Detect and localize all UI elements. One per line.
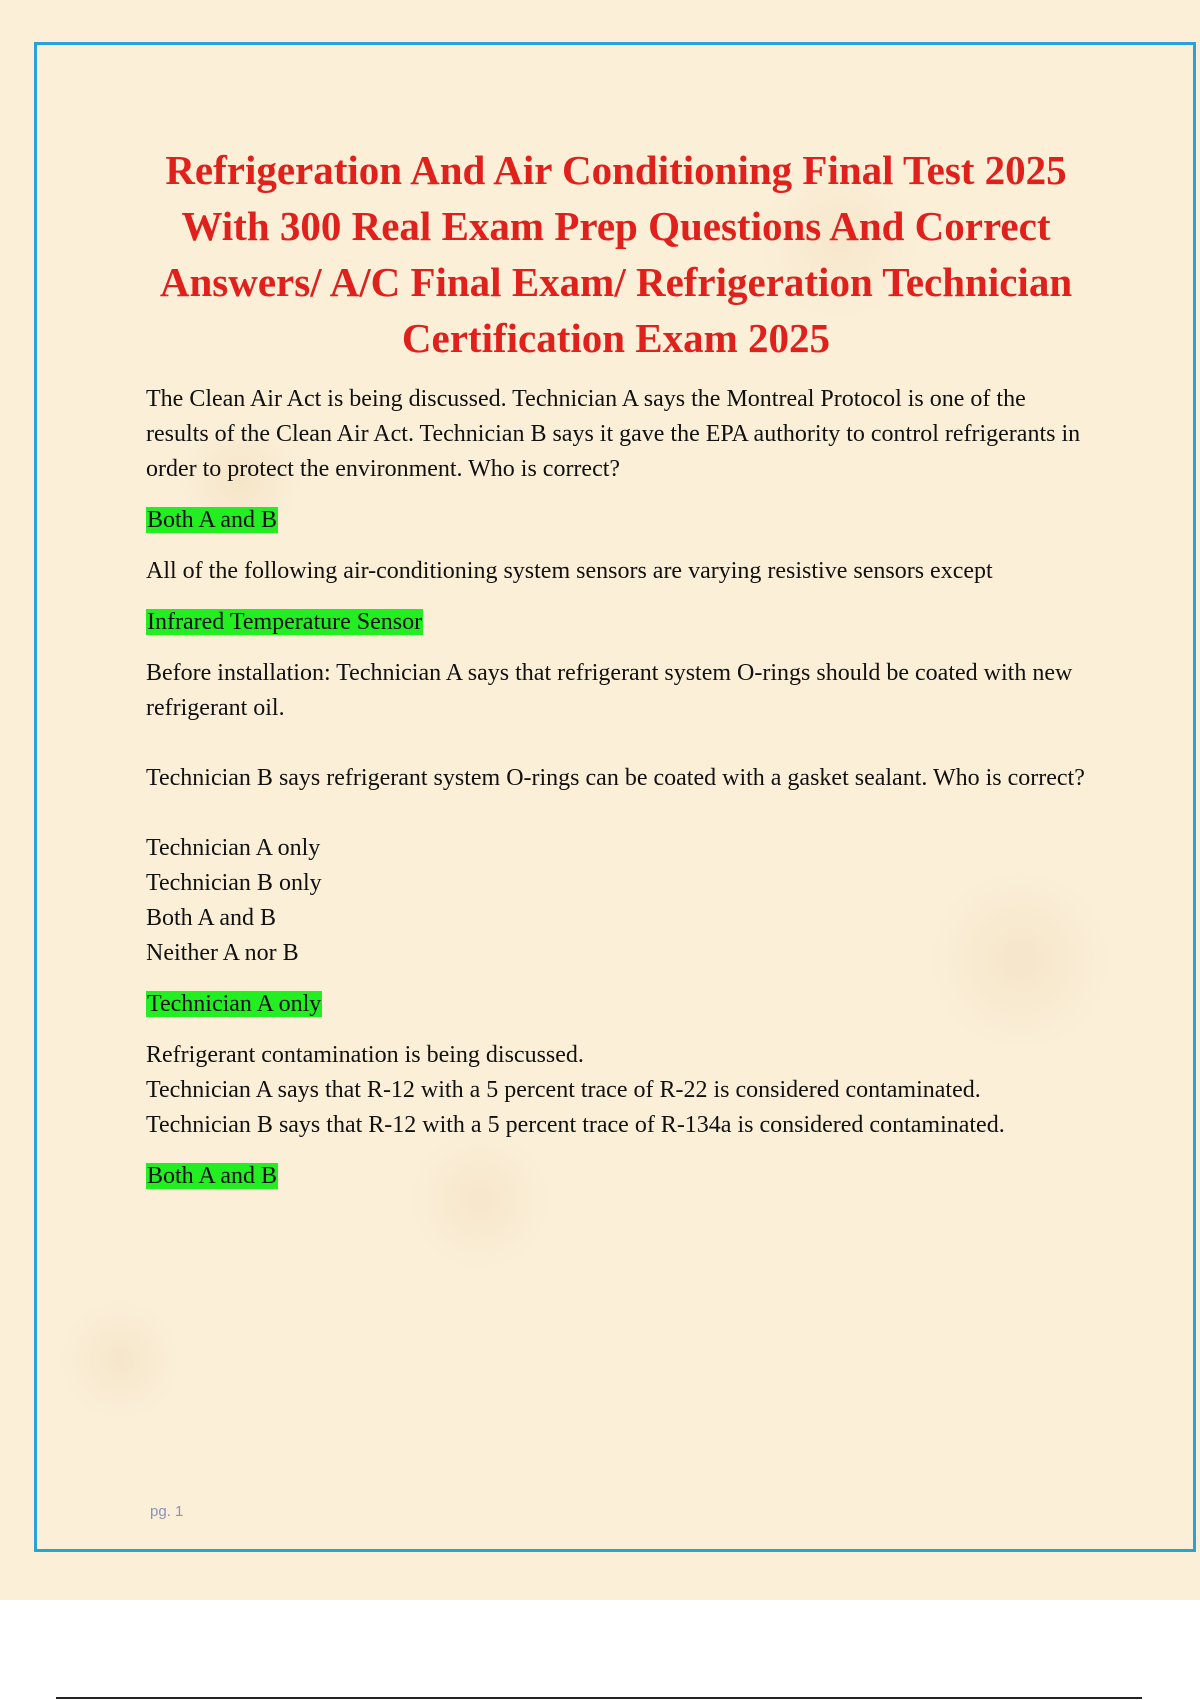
question-4-line: Technician B says that R-12 with a 5 percent trace of R-134a is considered contaminated. (146, 1112, 1005, 1138)
divider (56, 1697, 1142, 1699)
question-3-block (146, 656, 1086, 971)
answer-highlight: Both A and B (147, 1163, 278, 1189)
question-4-line: Technician A says that R-12 with a 5 percent trace of R-22 is considered contaminated. (146, 1077, 981, 1103)
question-3-option: Technician A only (146, 835, 321, 861)
page-number: pg. 1 (150, 1503, 184, 1520)
question-3-option: Technician B only (146, 870, 322, 896)
answer-highlight: Both A and B (147, 507, 278, 533)
question-2-answer (146, 605, 1086, 640)
spacer (146, 796, 1086, 831)
question-4-line: Refrigerant contamination is being discussed. (146, 1042, 584, 1068)
question-3-text-part2: Technician B says refrigerant system O-rings can be coated with a gasket sealant. Who is correct? (146, 765, 1085, 791)
question-4-block (146, 1038, 1086, 1143)
answer-highlight: Technician A only (147, 991, 322, 1017)
question-4-answer (146, 1159, 1086, 1194)
answer-highlight: Infrared Temperature Sensor (147, 609, 423, 635)
document-title: Refrigeration And Air Conditioning Final Test 2025 With 300 Real Exam Prep Questions And Correct Answers/ A/C Final Exam/ Refrigeration Technician Certification Exam 2025 (159, 147, 1073, 361)
question-3-option: Neither A nor B (146, 940, 299, 966)
question-2-text: All of the following air-conditioning system sensors are varying resistive sensors except (146, 558, 993, 584)
question-1-answer (146, 503, 1086, 538)
question-3-option: Both A and B (146, 905, 277, 931)
question-3-answer (146, 987, 1086, 1022)
spacer (146, 726, 1086, 761)
question-3-text-part1: Before installation: Technician A says that refrigerant system O-rings should be coated with new refrigerant oil. (146, 660, 1073, 721)
question-1-text: The Clean Air Act is being discussed. Technician A says the Montreal Protocol is one of the results of the Clean Air Act. Technician B says it gave the EPA authority to control refrigerants in order to protect the environment. Who is correct? (146, 386, 1081, 482)
document-body (146, 142, 1086, 1210)
